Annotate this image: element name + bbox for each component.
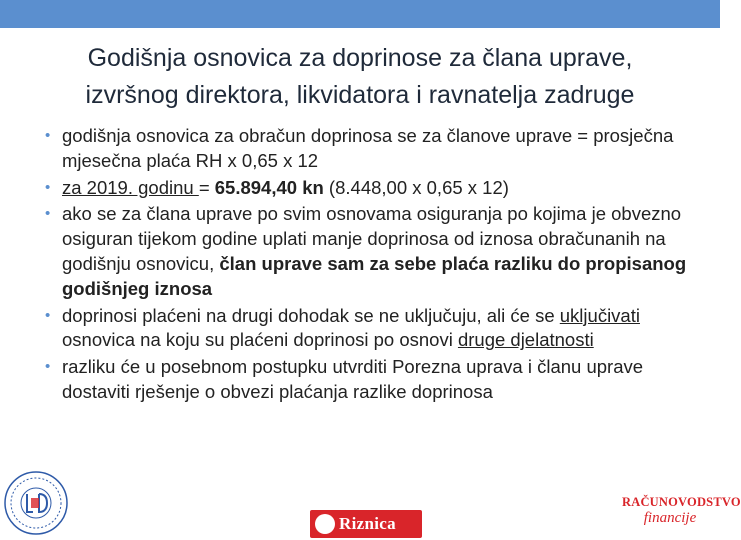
bullet-item-3 [0, 202, 720, 301]
bullet-list [0, 124, 720, 407]
bullet-3-text: ako se za člana uprave po svim osnovama osiguranja po kojima je obvezno osiguran tijekom godine uplati manje doprinosa od iznosa obračunanih na godišnju osnovicu, [62, 203, 682, 274]
racunovodstvo-financije-logo [622, 494, 741, 538]
slide-title [30, 40, 690, 114]
bullet-dot-icon: • [45, 205, 51, 223]
bullet-3-bold: član uprave sam za sebe plaća razliku do propisanog godišnjeg iznosa [62, 252, 687, 299]
rf-logo-top-text: RAČUNOVODSTVO [622, 495, 741, 509]
slide-title-line-1: Godišnja osnovica za doprinose za člana uprave, [87, 44, 633, 72]
bullet-4-underlined-2: druge djelatnosti [457, 329, 594, 351]
bullet-5-text: razliku će u posebnom postupku utvrditi Porezna uprava i članu uprave dostaviti rješenje o obvezi plaćanja razlike doprinosa [62, 356, 644, 402]
bullet-2-year: za 2019. godinu [62, 176, 199, 198]
bullet-2-amount: 65.894,40 kn [214, 176, 324, 198]
riznica-logo-text: Riznica [339, 514, 396, 533]
bullet-dot-icon: • [45, 358, 51, 376]
association-seal-logo [3, 470, 69, 536]
bullet-item-4 [0, 304, 720, 354]
bullet-dot-icon: • [45, 178, 51, 196]
bullet-4-underlined: uključivati [559, 304, 640, 326]
top-accent-bar [0, 0, 720, 28]
rf-logo-bottom-text: financije [643, 510, 697, 526]
riznica-logo [310, 510, 422, 538]
bullet-dot-icon: • [45, 127, 51, 144]
slide-title-line-2: izvršnog direktora, likvidatora i ravnatelja zadruge [85, 81, 635, 109]
bullet-item-1 [0, 124, 720, 174]
bullet-4-text: doprinosi plaćeni na drugi dohodak se ne uključuju, ali će se [62, 304, 560, 326]
bullet-1-text: godišnja osnovica za obračun doprinosa se za članove uprave = prosječna mjesečna plaća RH x 0,65 x 12 [62, 125, 674, 171]
bullet-2-equals: = [198, 176, 215, 198]
bullet-item-5 [0, 355, 720, 405]
riznica-emblem-icon [315, 514, 335, 534]
bullet-dot-icon: • [45, 306, 51, 324]
bullet-item-2 [0, 176, 720, 201]
bullet-2-formula: (8.448,00 x 0,65 x 12) [323, 176, 509, 198]
bullet-4-mid: osnovica na koju su plaćeni doprinosi po osnovi [62, 329, 458, 351]
